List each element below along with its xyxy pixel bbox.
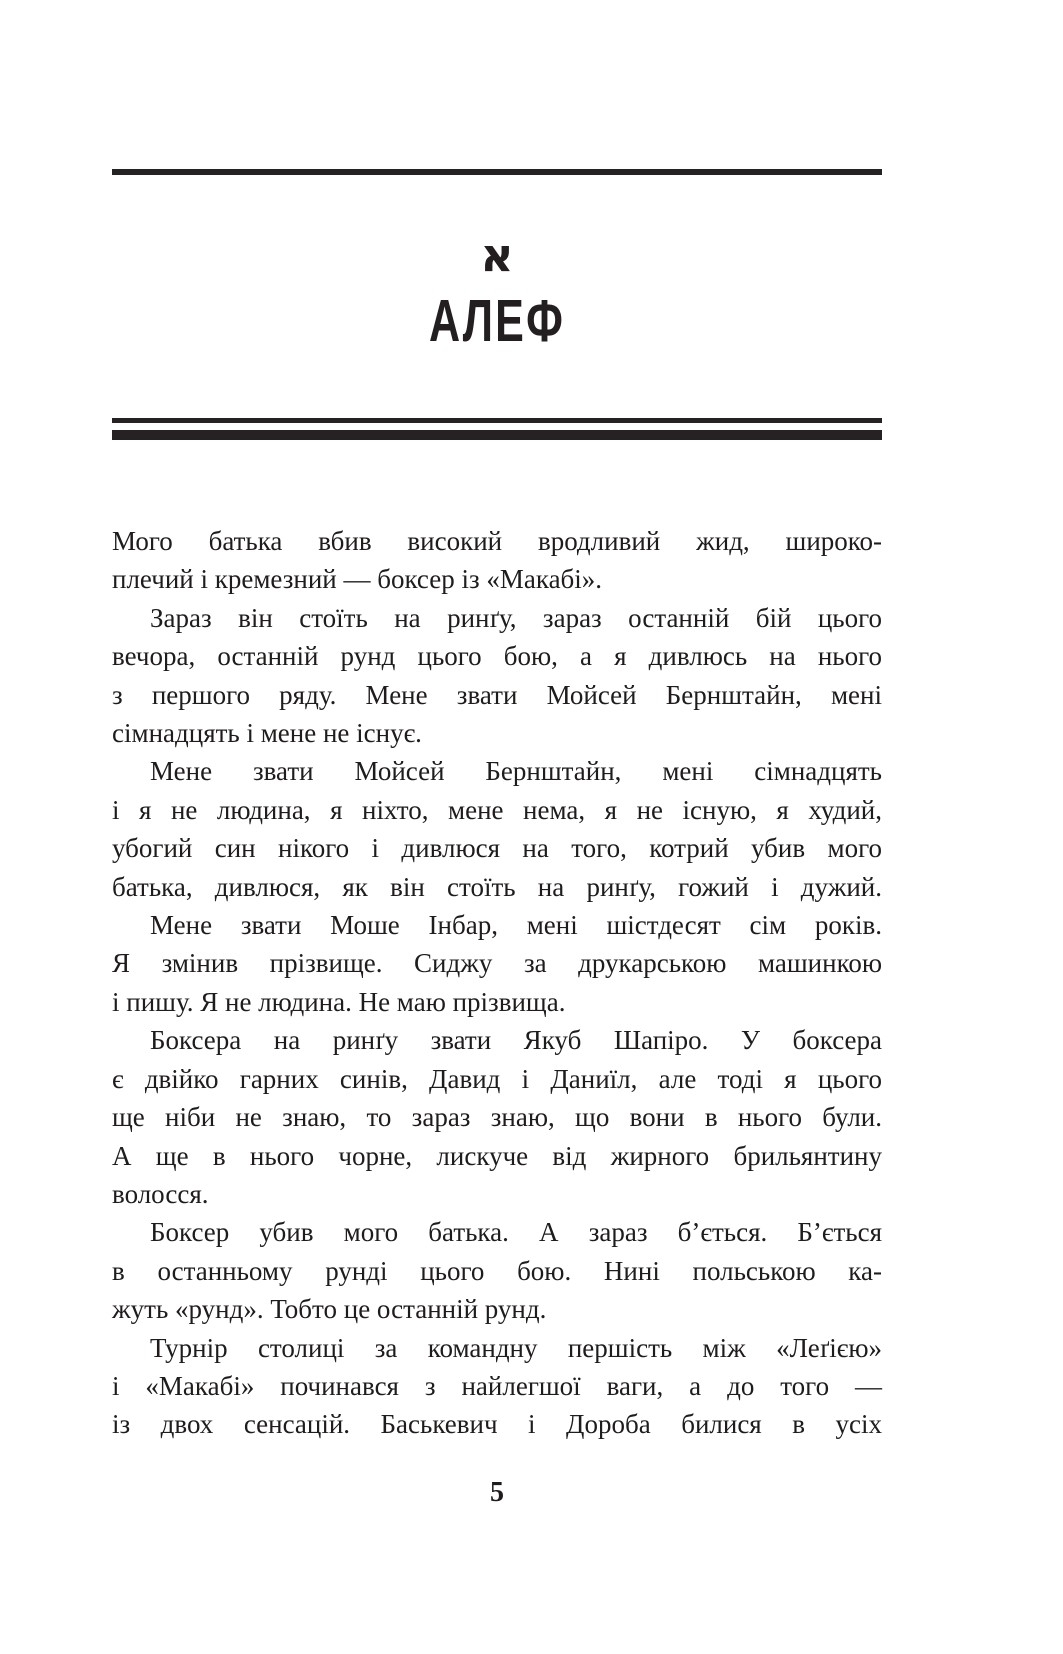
chapter-title: АЛЕФ bbox=[428, 288, 566, 354]
paragraph bbox=[112, 1213, 882, 1328]
text-line: Я змінив прізвище. Сиджу за друкарською машинкою bbox=[112, 948, 882, 979]
hebrew-aleph-glyph: א bbox=[480, 228, 514, 282]
text-line: Мене звати Мойсей Бернштайн, мені сімнадцять bbox=[150, 756, 882, 787]
paragraph bbox=[112, 1021, 882, 1213]
header-rule-top bbox=[112, 169, 882, 175]
text-line: жуть «рунд». Тобто це останній рунд. bbox=[112, 1294, 547, 1325]
text-line: в останньому рунді цього бою. Нині польською ка- bbox=[112, 1255, 882, 1286]
text-line: Боксер убив мого батька. А зараз б’ється. Б’ється bbox=[150, 1217, 882, 1248]
text-line: Мене звати Моше Інбар, мені шістдесят сім років. bbox=[150, 910, 882, 941]
paragraph bbox=[112, 522, 882, 599]
text-line: і пишу. Я не людина. Не маю прізвища. bbox=[112, 986, 566, 1017]
text-line: і я не людина, я ніхто, мене нема, я не існую, я худий, bbox=[112, 794, 882, 825]
text-line: ще ніби не знаю, то зараз знаю, що вони в нього були. bbox=[112, 1102, 882, 1133]
text-line: вечора, останній рунд цього бою, а я дивлюсь на нього bbox=[112, 641, 882, 672]
header-rule-thin bbox=[112, 418, 882, 423]
text-line: плечий і кремезний — боксер із «Макабі». bbox=[112, 564, 603, 595]
text-line: і «Макабі» починався з найлегшої ваги, а до того — bbox=[112, 1370, 882, 1401]
text-line: батька, дивлюся, як він стоїть на ринґу, гожий і дужий. bbox=[112, 871, 882, 902]
page-number: 5 bbox=[490, 1477, 504, 1508]
text-line: убогий син нікого і дивлюся на того, котрий убив мого bbox=[112, 833, 882, 864]
text-line: Мого батька вбив високий вродливий жид, широко- bbox=[112, 526, 882, 556]
text-line: сімнадцять і мене не існує. bbox=[112, 718, 422, 749]
text-line: з першого ряду. Мене звати Мойсей Бернштайн, мені bbox=[112, 679, 882, 710]
text-line: із двох сенсацій. Баськевич і Дороба билися в усіх bbox=[112, 1409, 882, 1440]
header-rule-thick bbox=[112, 430, 882, 440]
paragraph bbox=[112, 599, 882, 753]
text-line: Турнір столиці за командну першість між «Леґією» bbox=[150, 1332, 882, 1363]
text-line: волосся. bbox=[112, 1178, 209, 1209]
body-text bbox=[112, 522, 882, 1444]
text-line: Боксера на ринґу звати Якуб Шапіро. У боксера bbox=[150, 1025, 882, 1056]
paragraph bbox=[112, 906, 882, 1021]
paragraph bbox=[112, 1329, 882, 1444]
text-line: є двійко гарних синів, Давид і Даниїл, але тоді я цього bbox=[112, 1063, 882, 1094]
paragraph bbox=[112, 752, 882, 906]
text-line: Зараз він стоїть на ринґу, зараз останній бій цього bbox=[150, 602, 882, 633]
chapter-header bbox=[112, 0, 882, 460]
text-line: А ще в нього чорне, лискуче від жирного брильянтину bbox=[112, 1140, 882, 1171]
